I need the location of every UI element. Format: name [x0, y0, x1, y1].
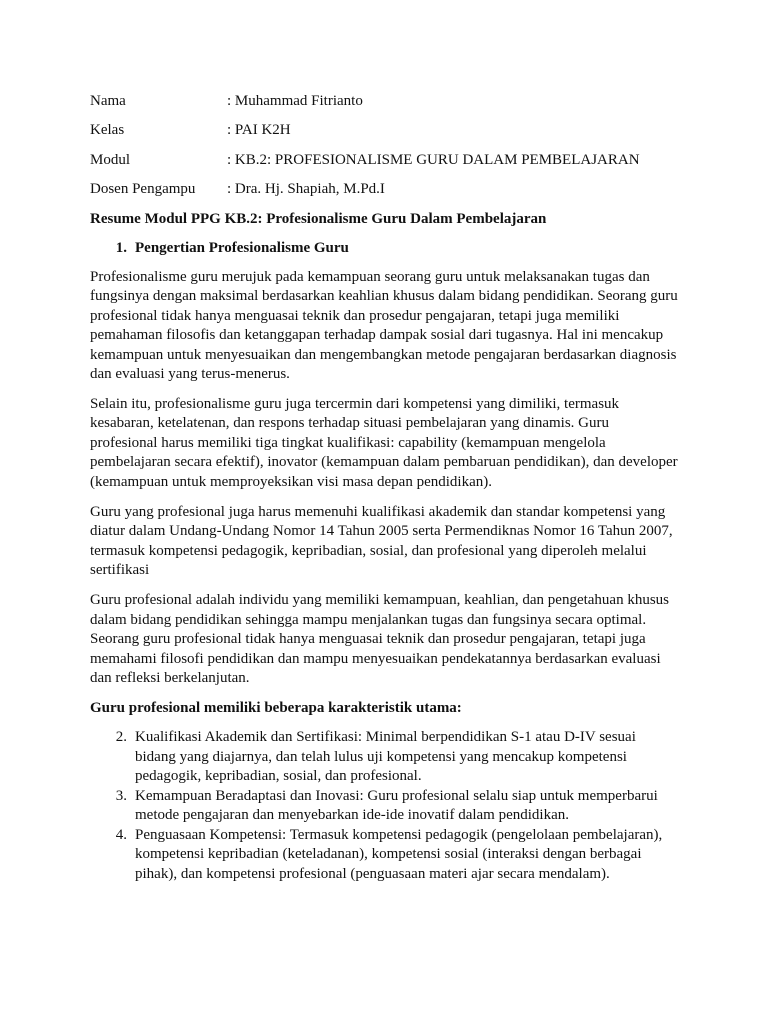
info-row-modul	[90, 151, 680, 170]
info-label-nama: Nama	[90, 93, 126, 109]
characteristics-list	[90, 728, 680, 884]
info-label-dosen: Dosen Pengampu	[90, 181, 196, 198]
section-number: 1.	[115, 239, 127, 256]
document-title: Resume Modul PPG KB.2: Profesionalisme Guru Dalam Pembelajaran	[90, 210, 547, 227]
list-item-text: Penguasaan Kompetensi: Termasuk kompetensi pedagogik (pengelolaan pembelajaran), kompetensi kepribadian (keteladanan), kompetensi sosial (interaksi dengan berbagai pihak), dan kompetensi profesional (penguasaan materi ajar secara mendalam).	[135, 826, 663, 882]
list-item	[90, 728, 680, 787]
list-item-number: 2.	[115, 729, 127, 746]
section-heading-1	[90, 239, 680, 258]
info-value-dosen: : Dra. Hj. Shapiah, M.Pd.I	[227, 181, 385, 198]
list-item-text: Kemampuan Beradaptasi dan Inovasi: Guru profesional selalu siap untuk memperbarui metode pengajaran dan menyebarkan ide-ide inovatif dalam pendidikan.	[135, 787, 658, 824]
info-row-dosen	[90, 180, 680, 199]
paragraph-3: Guru yang profesional juga harus memenuhi kualifikasi akademik dan standar kompetensi yang diatur dalam Undang-Undang Nomor 14 Tahun 2005 serta Permendiknas Nomor 16 Tahun 2007, termasuk kompetensi pedagogik, kepribadian, sosial, dan profesional yang diperoleh melalui sertifikasi	[90, 503, 673, 579]
info-row-kelas	[90, 121, 680, 140]
info-label-modul: Modul	[90, 151, 131, 168]
paragraph-2: Selain itu, profesionalisme guru juga tercermin dari kompetensi yang dimiliki, termasuk kesabaran, ketelatenan, dan respons terhadap situasi pembelajaran yang dinamis. Guru profesional harus memiliki tiga tingkat kualifikasi: capability (kemampuan mengelola pembelajaran secara efektif), inovator (kemampuan dalam pembaruan pendidikan), dan developer (kemampuan untuk memproyeksikan visi masa depan pendidikan).	[90, 395, 678, 490]
info-value-modul: : KB.2: PROFESIONALISME GURU DALAM PEMBELAJARAN	[227, 151, 640, 168]
list-item	[90, 787, 680, 826]
paragraph-4: Guru profesional adalah individu yang memiliki kemampuan, keahlian, dan pengetahuan khusus dalam bidang pendidikan sehingga mampu menjalankan tugas dan fungsinya secara optimal. Seorang guru profesional tidak hanya menguasai teknik dan prosedur pengajaran, tetapi juga memahami filosofi pendidikan dan mampu menyesuaikan pendekatannya berdasarkan evaluasi dan refleksi berkelanjutan.	[90, 592, 670, 687]
list-item-text: Kualifikasi Akademik dan Sertifikasi: Minimal berpendidikan S-1 atau D-IV sesuai bidang yang diajarnya, dan telah lulus uji kompetensi yang mencakup kompetensi pedagogik, kepribadian, sosial, dan profesional.	[135, 729, 636, 785]
list-item	[90, 826, 680, 885]
list-item-number: 3.	[115, 787, 127, 804]
info-value-kelas: : PAI K2H	[227, 122, 291, 139]
info-value-nama: : Muhammad Fitrianto	[227, 93, 363, 109]
list-item-number: 4.	[115, 826, 127, 843]
characteristics-heading: Guru profesional memiliki beberapa karakteristik utama:	[90, 700, 462, 717]
section-heading-text: Pengertian Profesionalisme Guru	[135, 239, 349, 256]
document-page	[90, 92, 680, 884]
info-row-nama	[90, 92, 680, 111]
info-label-kelas: Kelas	[90, 122, 125, 139]
paragraph-1: Profesionalisme guru merujuk pada kemampuan seorang guru untuk melaksanakan tugas dan fungsinya dengan maksimal berdasarkan keahlian khusus dalam bidang pendidikan. Seorang guru profesional tidak hanya menguasai teknik dan prosedur pengajaran, tetapi juga memiliki pemahaman filosofis dan ketanggapan terhadap dampak sosial dari tugasnya. Hal ini mencakup kemampuan untuk menyesuaikan dan mengembangkan metode pengajaran berdasarkan diagnosis dan evaluasi yang terus-menerus.	[90, 268, 678, 383]
